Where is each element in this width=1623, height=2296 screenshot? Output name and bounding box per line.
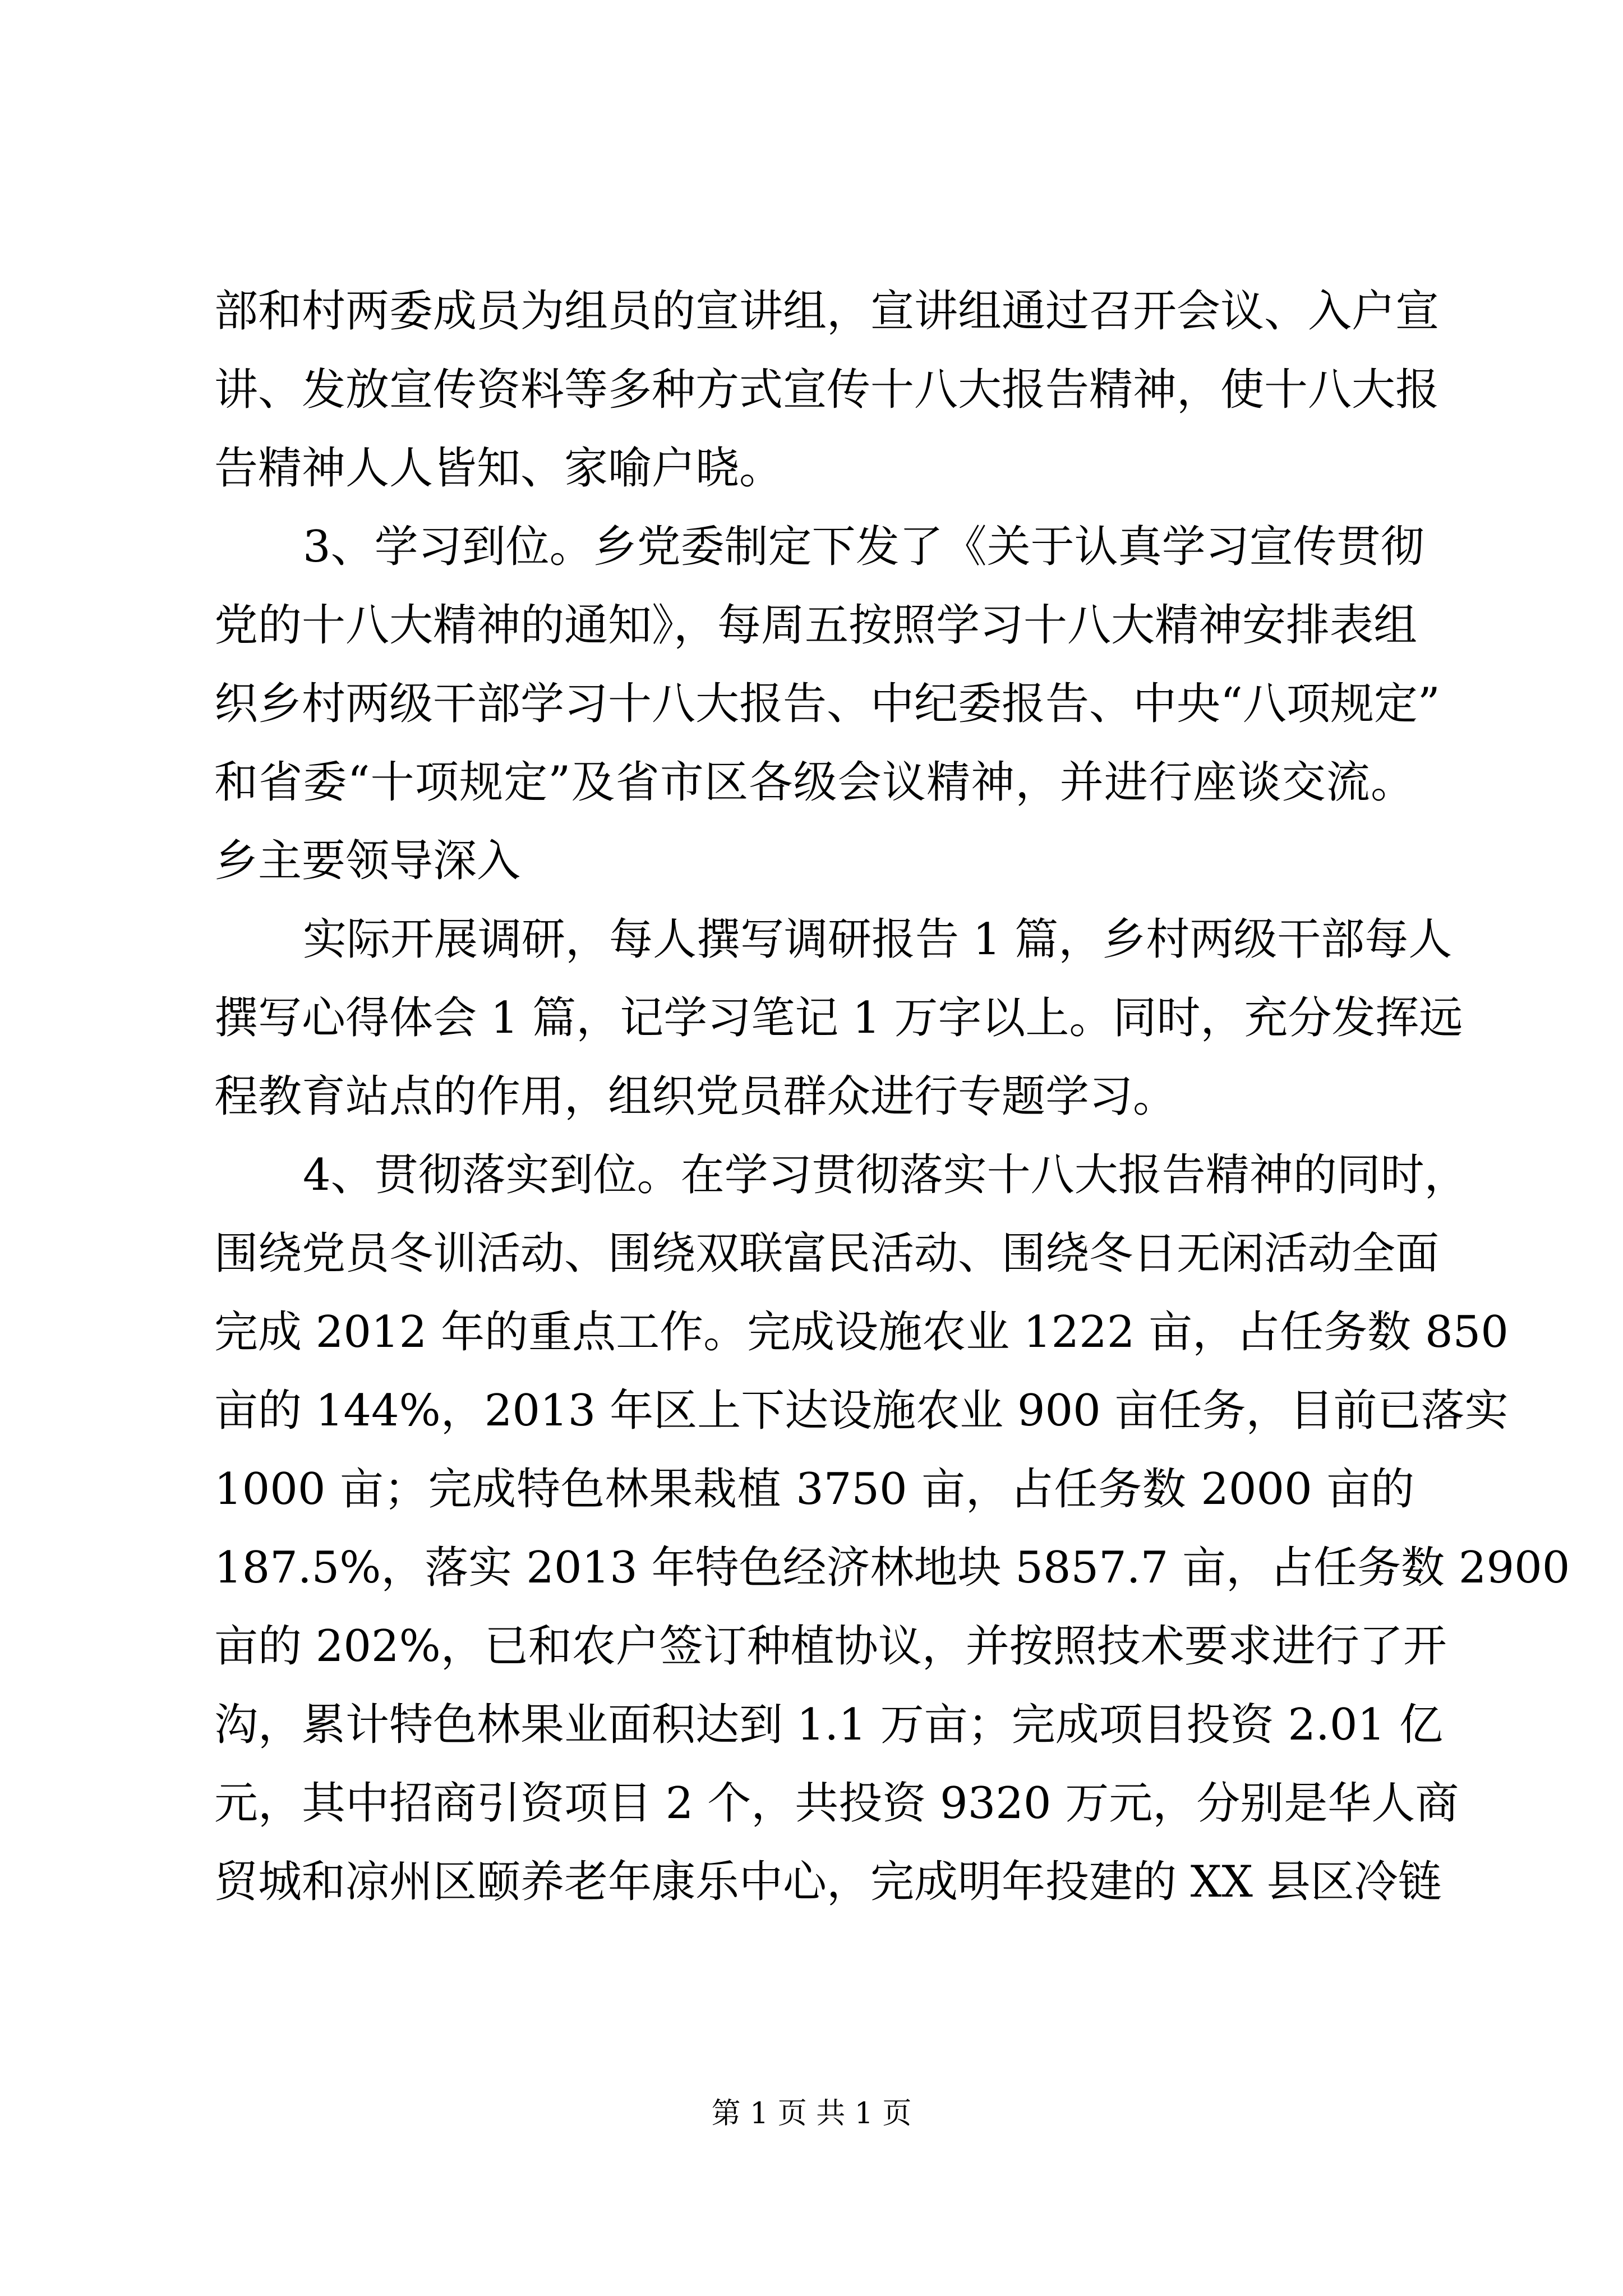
body-line: 和省委“十项规定”及省市区各级会议精神，并进行座谈交流。 — [214, 757, 1414, 808]
body-line: 贸城和凉州区颐养老年康乐中心，完成明年投建的 XX 县区冷链 — [214, 1857, 1442, 1907]
body-line: 党的十八大精神的通知》，每周五按照学习十八大精神安排表组 — [214, 600, 1418, 651]
body-line: 4、贯彻落实到位。在学习贯彻落实十八大报告精神的同时， — [303, 1150, 1468, 1200]
body-line: 1000 亩；完成特色林果栽植 3750 亩，占任务数 2000 亩的 — [214, 1464, 1414, 1515]
body-line: 围绕党员冬训活动、围绕双联富民活动、围绕冬日无闲活动全面 — [214, 1228, 1440, 1279]
body-line: 部和村两委成员为组员的宣讲组，宣讲组通过召开会议、入户宣 — [214, 286, 1440, 337]
body-line: 程教育站点的作用，组织党员群众进行专题学习。 — [214, 1071, 1177, 1122]
body-line: 沟，累计特色林果业面积达到 1.1 万亩；完成项目投资 2.01 亿 — [214, 1700, 1443, 1750]
body-line: 亩的 202%，已和农户签订种植协议，并按照技术要求进行了开 — [214, 1621, 1447, 1672]
body-line: 元，其中招商引资项目 2 个，共投资 9320 万元，分别是华人商 — [214, 1778, 1459, 1829]
body-line: 撰写心得体会 1 篇，记学习笔记 1 万字以上。同时，充分发挥远 — [214, 993, 1463, 1043]
page-number-footer: 第 1 页 共 1 页 — [711, 2097, 912, 2131]
body-line: 织乡村两级干部学习十八大报告、中纪委报告、中央“八项规定” — [214, 679, 1440, 729]
body-line: 3、学习到位。乡党委制定下发了《关于认真学习宣传贯彻 — [303, 522, 1424, 572]
body-line: 乡主要领导深入 — [214, 836, 521, 886]
body-line: 亩的 144%，2013 年区上下达设施农业 900 亩任务，目前已落实 — [214, 1386, 1509, 1436]
body-line: 实际开展调研，每人撰写调研报告 1 篇，乡村两级干部每人 — [303, 914, 1453, 965]
body-line: 讲、发放宣传资料等多种方式宣传十八大报告精神，使十八大报 — [214, 365, 1440, 415]
body-line: 完成 2012 年的重点工作。完成设施农业 1222 亩，占任务数 850 — [214, 1307, 1509, 1358]
body-line: 告精神人人皆知、家喻户晓。 — [214, 443, 783, 494]
body-line: 187.5%，落实 2013 年特色经济林地块 5857.7 亩，占任务数 2900 — [214, 1543, 1570, 1593]
